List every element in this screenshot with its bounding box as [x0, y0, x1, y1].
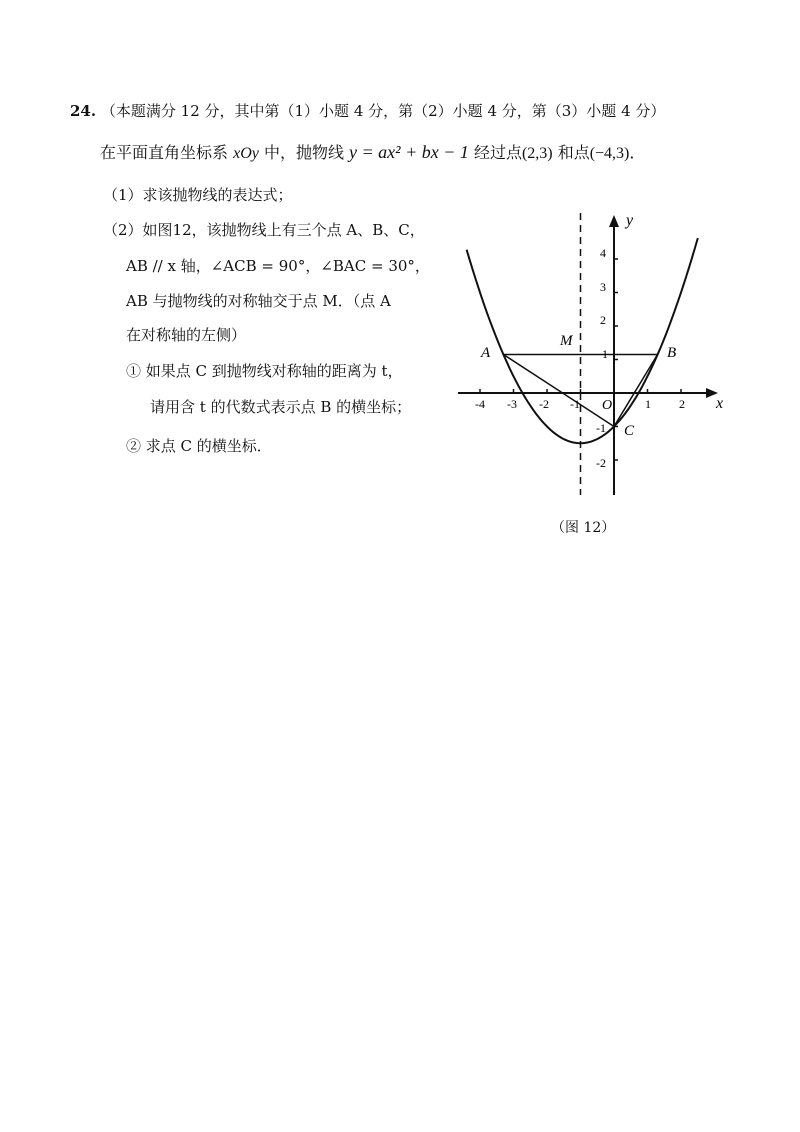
x-tick-label: -1 [570, 397, 580, 411]
x-tick-label: -3 [507, 397, 517, 411]
parabola-curve [467, 238, 698, 443]
stem-text-5: ． [629, 143, 646, 162]
point-label-c: C [624, 423, 635, 439]
y-tick-label: -2 [596, 456, 606, 470]
origin-label: O [602, 398, 613, 413]
stem-point-1: (2,3) [521, 145, 553, 162]
y-tick-label: 3 [600, 280, 606, 294]
part-2-line-3: AB 与抛物线的对称轴交于点 M．（点 A [126, 292, 391, 310]
part-2-line-1: （2）如图12，该抛物线上有三个点 A、B、C， [103, 221, 425, 239]
x-tick-label: -4 [475, 397, 485, 411]
problem-stem [100, 142, 645, 164]
problem-header [70, 101, 665, 121]
figure-12-graph [448, 205, 738, 500]
point-label-b: B [667, 345, 677, 361]
y-tick-label: 1 [602, 347, 608, 361]
x-axis-label: x [716, 395, 724, 412]
stem-text-2: 中，抛物线 [258, 143, 350, 162]
part-1: （1）求该抛物线的表达式； [103, 186, 293, 204]
stem-text-4: 和点 [552, 143, 590, 162]
subquestion-1-line-1: ① 如果点 C 到抛物线对称轴的距离为 t， [126, 362, 403, 380]
y-axis-arrow [609, 215, 619, 227]
segment-bc [614, 354, 658, 426]
y-tick-label: 4 [600, 246, 606, 260]
x-tick-label: -2 [539, 397, 549, 411]
stem-text-1: 在平面直角坐标系 [100, 143, 234, 162]
stem-point-2: (−4,3) [589, 145, 630, 162]
point-label-a: A [481, 345, 491, 361]
subquestion-1-line-2: 请用含 t 的代数式表示点 B 的横坐标； [150, 398, 412, 416]
problem-score-note: （本题满分 12 分，其中第（1）小题 4 分，第（2）小题 4 分，第（3）小题 4 分） [100, 102, 666, 120]
stem-equation: y = ax² + bx − 1 [349, 142, 469, 162]
part-2-line-2: AB // x 轴，∠ACB = 90°，∠BAC = 30°， [126, 257, 430, 275]
figure-caption: （图 12） [551, 520, 616, 536]
stem-text-3: 经过点 [468, 143, 522, 162]
point-label-m: M [560, 333, 573, 349]
subquestion-2: ② 求点 C 的横坐标． [126, 437, 272, 455]
x-tick-label: 1 [645, 397, 651, 411]
problem-number: 24. [70, 102, 97, 120]
x-tick-label: 2 [679, 397, 685, 411]
y-tick-label: -1 [596, 421, 606, 435]
y-tick-label: 2 [600, 313, 606, 327]
stem-coord-system: xOy [233, 145, 259, 162]
y-axis-label: y [626, 212, 634, 229]
part-2-line-4: 在对称轴的左侧） [126, 326, 247, 344]
